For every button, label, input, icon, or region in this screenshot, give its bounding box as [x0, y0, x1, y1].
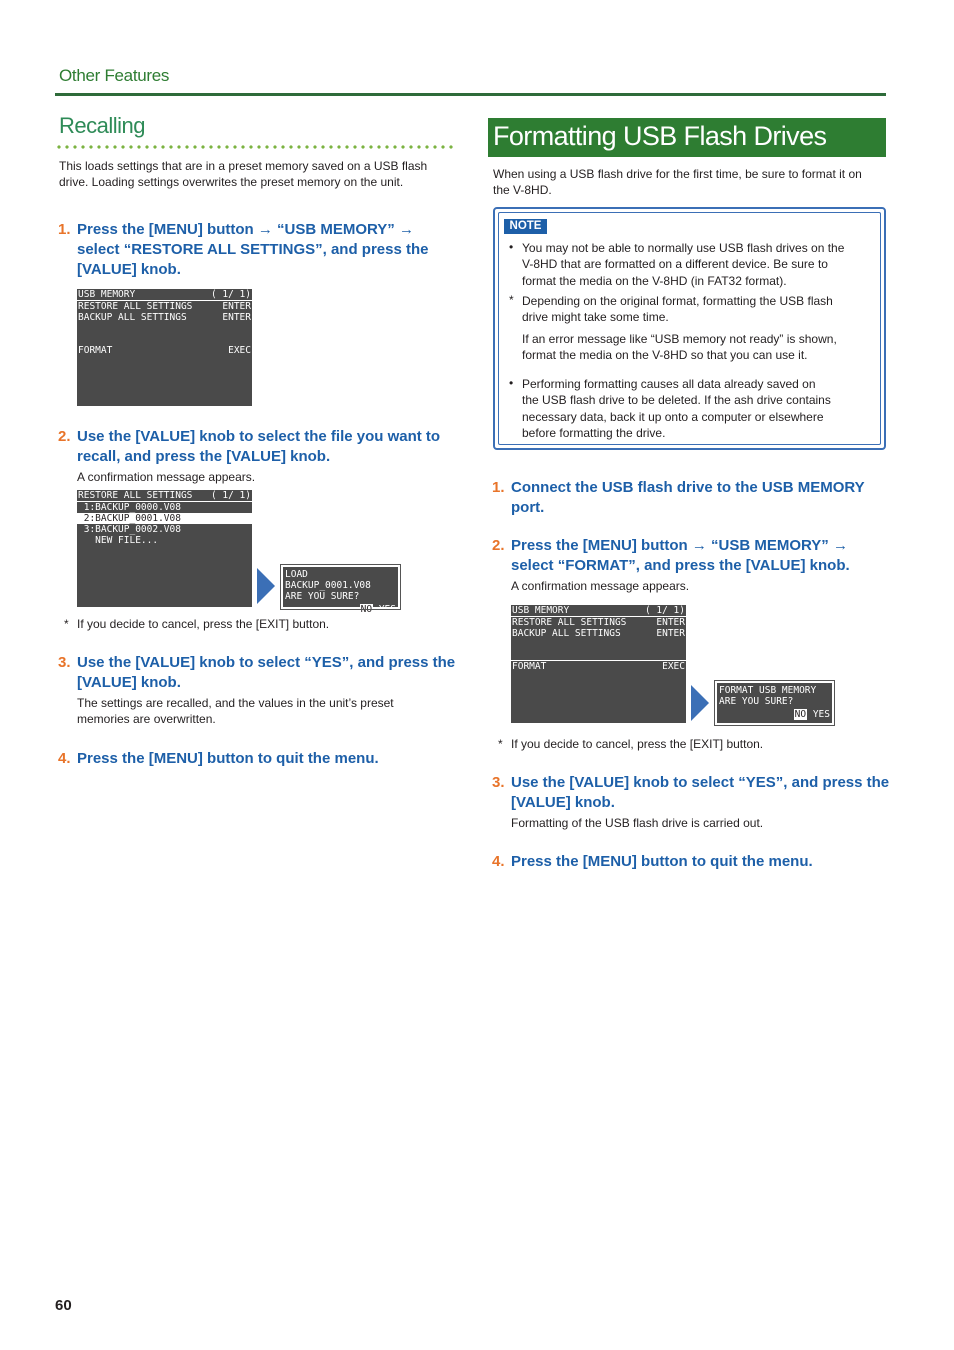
dotted-divider: [55, 145, 453, 149]
note-item-1: You may not be able to normally use USB flash drives on the V-8HD that are formatted on a different device. Be sure to format the media on the V-8HD (in FAT32 format).: [522, 241, 845, 288]
formatting-intro: When using a USB flash drive for the first time, be sure to format it on the V-8HD.: [493, 167, 862, 197]
left-step-2-note: A confirmation message appears.: [77, 470, 256, 484]
play-arrow-icon: [691, 685, 709, 721]
right-step-3: 3. Use the [VALUE] knob to select “YES”, and press the [VALUE] knob.: [492, 774, 890, 811]
left-step-1: 1. Press the [MENU] button → “USB MEMORY” → select “RESTORE ALL SETTINGS”, and press the [VALUE] knob.: [58, 221, 429, 278]
play-arrow-icon: [257, 568, 275, 604]
note-item-3: If an error message like “USB memory not ready” is shown, format the media on the V-8HD so that you can use it.: [522, 332, 837, 363]
left-cancel-asterisk: *: [64, 617, 69, 631]
right-cancel-note: If you decide to cancel, press the [EXIT] button.: [511, 737, 764, 751]
right-step-1: 1. Connect the USB flash drive to the USB MEMORY port.: [492, 479, 865, 516]
recalling-intro: This loads settings that are in a preset memory saved on a USB flash drive. Loading settings overwrites the preset memory on the unit.: [59, 159, 428, 189]
formatting-heading: Formatting USB Flash Drives: [493, 121, 827, 151]
section-label: Other Features: [59, 66, 170, 85]
right-step-3-note: Formatting of the USB flash drive is carried out.: [511, 816, 764, 830]
note-bullet-1: •: [509, 240, 514, 254]
left-step-3-note: The settings are recalled, and the values in the unit’s preset memories are overwritten.: [77, 696, 394, 726]
left-step-2: 2. Use the [VALUE] knob to select the file you want to recall, and press the [VALUE] knob.: [58, 428, 441, 465]
note-tag: NOTE: [504, 219, 547, 234]
note-bullet-4: •: [509, 376, 514, 390]
dialog-format-confirm: FORMAT USB MEMORY ARE YOU SURE? NO YES: [715, 681, 834, 725]
note-asterisk-2: *: [509, 293, 514, 307]
right-step-2: 2. Press the [MENU] button → “USB MEMORY” → select “FORMAT”, and press the [VALUE] knob.: [492, 537, 850, 574]
note-item-2: Depending on the original format, formatting the USB flash drive might take some time.: [522, 294, 833, 325]
left-step-4: 4. Press the [MENU] button to quit the menu.: [58, 750, 379, 767]
right-step-4: 4. Press the [MENU] button to quit the menu.: [492, 853, 813, 870]
lcd-restore-file-list: RESTORE ALL SETTINGS ( 1/ 1) 1:BACKUP_0000.V08 2:BACKUP_0001.V08 3:BACKUP_0002.V08 NEW FILE...: [77, 490, 252, 607]
right-step-2-note: A confirmation message appears.: [511, 579, 690, 593]
header-rule: [55, 93, 886, 96]
lcd-usb-memory-menu: USB MEMORY ( 1/ 1) RESTORE ALL SETTINGS ENTER BACKUP ALL SETTINGS ENTER FORMAT EXEC: [77, 289, 252, 406]
left-cancel-note: If you decide to cancel, press the [EXIT] button.: [77, 617, 330, 631]
left-step-3: 3. Use the [VALUE] knob to select “YES”, and press the [VALUE] knob.: [58, 654, 456, 691]
recalling-heading: Recalling: [59, 113, 145, 138]
page-number: 60: [55, 1297, 72, 1314]
lcd-format-menu: USB MEMORY ( 1/ 1) RESTORE ALL SETTINGS ENTER BACKUP ALL SETTINGS ENTER FORMAT EXEC: [511, 605, 686, 723]
right-cancel-asterisk: *: [498, 737, 503, 751]
note-item-4: Performing formatting causes all data already saved on the USB flash drive to be deleted. If the ash drive contains necessary data, back it up onto a computer or elsewhere before formatting the drive.: [522, 377, 831, 440]
dialog-load-confirm: LOAD BACKUP_0001.V08 ARE YOU SURE? NO YES: [281, 565, 400, 609]
